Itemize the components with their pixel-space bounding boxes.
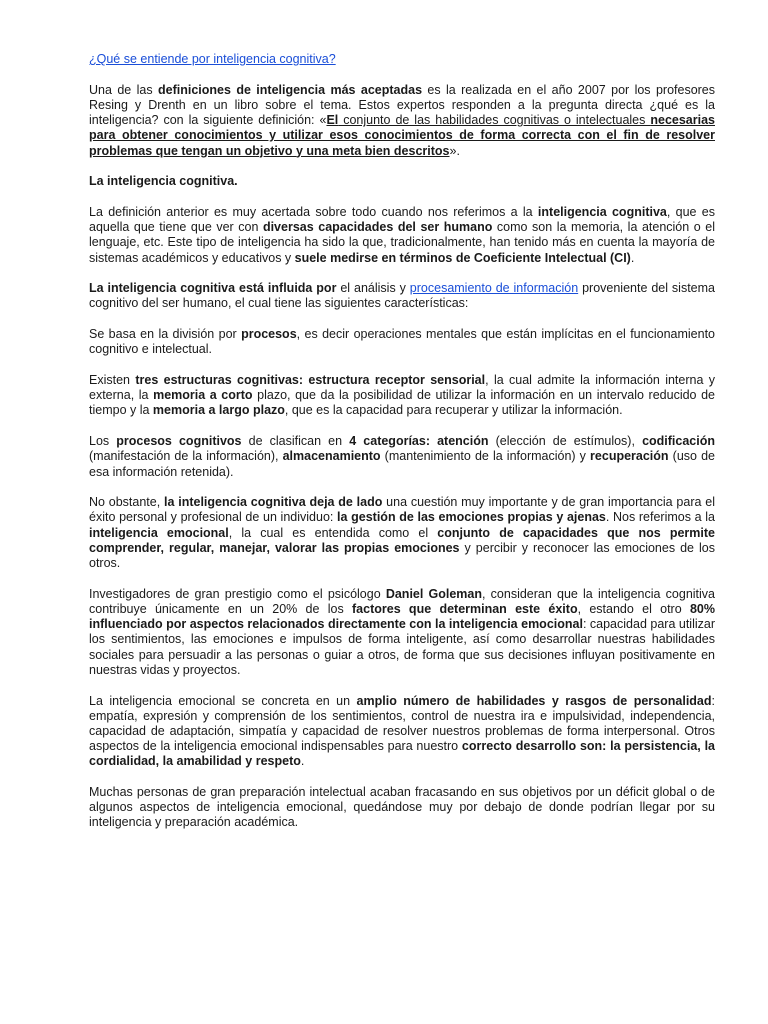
- paragraph-emotional-intro: [89, 495, 715, 571]
- text: es la realizada en el año 2007 por los profesores Resing y Drenth en un libro sobre el tema. Estos expertos responden a la pregunta directa ¿qué es la inteligencia? con la siguiente definición: «: [89, 82, 716, 128]
- bold-text: almacenamiento: [282, 449, 381, 464]
- bold-text: tres estructuras cognitivas: estructura receptor sensorial: [135, 373, 486, 388]
- text: .: [300, 754, 305, 769]
- heading-text: La inteligencia cognitiva.: [89, 174, 238, 189]
- text: , que es aquella que tiene que ver con: [89, 204, 715, 235]
- paragraph-categories: [89, 434, 715, 480]
- text: (uso de esa información retenida).: [89, 449, 715, 479]
- text: (elección de estímulos),: [488, 434, 643, 449]
- bold-text: procesos: [241, 327, 297, 342]
- text: una cuestión muy importante y de gran importancia para el éxito personal y profesional de un individuo:: [89, 495, 715, 525]
- document-body: [89, 52, 715, 846]
- text: , que es la capacidad para recuperar y utilizar la información.: [284, 403, 623, 418]
- text: proveniente del sistema cognitivo del ser humano, el cual tiene las siguientes características:: [89, 281, 715, 311]
- paragraph-conclusion: [89, 785, 715, 831]
- text: No obstante,: [89, 495, 165, 510]
- text: La definición anterior es muy acertada sobre todo cuando nos referimos a la: [89, 204, 538, 219]
- paragraph-structures: [89, 373, 715, 419]
- bold-text: amplio número de habilidades y rasgos de personalidad: [356, 693, 712, 708]
- bold-text: La inteligencia cognitiva está influida por: [89, 281, 337, 296]
- paragraph-goleman: [89, 587, 715, 678]
- text: Existen: [89, 373, 136, 388]
- title-paragraph: [89, 52, 715, 67]
- bold-text: inteligencia emocional: [89, 525, 229, 540]
- bold-text: correcto desarrollo son: la persistencia, la cordialidad, la amabilidad y respeto: [89, 739, 715, 769]
- bold-underlined-text: El: [326, 113, 339, 128]
- bold-text: la gestión de las emociones propias y ajenas: [337, 510, 606, 525]
- paragraph-influence: [89, 281, 715, 311]
- text: , la cual admite la información interna y externa, la: [89, 373, 716, 403]
- bold-text: recuperación: [590, 449, 669, 464]
- paragraph-definition: [89, 83, 715, 159]
- text: ».: [449, 143, 460, 158]
- text: La inteligencia emocional se concreta en un: [89, 693, 357, 708]
- bold-text: codificación: [642, 434, 715, 449]
- paragraph-emotional-skills: [89, 694, 715, 770]
- bold-text: conjunto de capacidades que nos permite comprender, regular, manejar, valorar las propias emociones: [89, 525, 715, 555]
- bold-text: memoria a corto: [153, 388, 253, 403]
- text: , estando el otro: [577, 601, 690, 616]
- text: , es decir operaciones mentales que están implícitas en el funcionamiento cognitivo e intelectual.: [89, 327, 715, 357]
- text: : capacidad para utilizar los sentimientos, las emociones e impulsos de forma inteligente, así como desarrollar nuestras habilidades sociales para persuadir a las personas o guiar a otros, de forma que sus decisiones influyan positivamente en nuestras vidas y proyectos.: [89, 617, 715, 677]
- text: , consideran que la inteligencia cognitiva contribuye únicamente en un 20% de los: [89, 586, 715, 616]
- section-heading: [89, 174, 715, 189]
- text: (manifestación de la información),: [89, 449, 283, 464]
- text: de clasifican en: [241, 434, 350, 449]
- bold-text: definiciones de inteligencia más aceptadas: [158, 82, 423, 97]
- bold-text: factores que determinan este éxito: [352, 601, 578, 616]
- text: (mantenimiento de la información) y: [380, 449, 591, 464]
- bold-text: 4 categorías: atención: [349, 434, 489, 449]
- text: el análisis y: [336, 281, 410, 296]
- text: plazo, que da la posibilidad de utilizar la información en un intervalo reducido de tiempo y la: [89, 388, 715, 418]
- information-processing-link[interactable]: procesamiento de información: [409, 281, 579, 296]
- text: Una de las: [89, 82, 158, 97]
- bold-text: la inteligencia cognitiva deja de lado: [164, 495, 383, 510]
- underlined-text: conjunto de las habilidades cognitivas o intelectuales: [338, 113, 651, 128]
- text: Investigadores de gran prestigio como el psicólogo: [89, 586, 386, 601]
- text: Los: [89, 434, 117, 449]
- bold-text: suele medirse en términos de Coeficiente Intelectual (CI): [294, 250, 631, 265]
- paragraph-processes: [89, 327, 715, 357]
- bold-text: 80% influenciado por aspectos relacionados directamente con la inteligencia emocional: [89, 601, 715, 632]
- text: Muchas personas de gran preparación intelectual acaban fracasando en sus objetivos por un déficit global o de algunos aspectos de inteligencia emocional, quedándose muy por debajo de donde podrían llegar por su inteligencia y preparación académica.: [89, 785, 715, 830]
- text: : empatía, expresión y comprensión de los sentimientos, control de nuestra ira e impulsividad, independencia, capacidad de adaptación, simpatía y capacidad de resolver nuestros problemas de forma interpersonal. Otros aspectos de la inteligencia emocional indispensables para nuestro: [89, 693, 715, 754]
- bold-underlined-text: necesarias para obtener conocimientos y utilizar esos conocimientos de forma correcta con el fin de resolver problemas que tengan un objetivo y una meta bien descritos: [89, 113, 715, 158]
- text: y percibir y reconocer las emociones de los otros.: [89, 540, 715, 571]
- bold-text: memoria a largo plazo: [152, 403, 285, 418]
- bold-text: inteligencia cognitiva: [537, 204, 667, 219]
- bold-text: Daniel Goleman: [385, 586, 483, 601]
- text: Se basa en la división por: [89, 327, 242, 342]
- bold-text: diversas capacidades del ser humano: [262, 220, 493, 235]
- text: . Nos referimos a la: [605, 510, 715, 525]
- text: como son la memoria, la atención o el lenguaje, etc. Este tipo de inteligencia ha sido la que, tradicionalmente, han tenido más en cuenta la mayoría de sistemas académicos y educativos y: [89, 220, 715, 265]
- text: .: [630, 250, 635, 265]
- bold-text: procesos cognitivos: [116, 434, 242, 449]
- paragraph-cognitive: [89, 205, 715, 266]
- title-link[interactable]: ¿Qué se entiende por inteligencia cognitiva?: [89, 52, 336, 66]
- text: , la cual es entendida como el: [228, 525, 438, 540]
